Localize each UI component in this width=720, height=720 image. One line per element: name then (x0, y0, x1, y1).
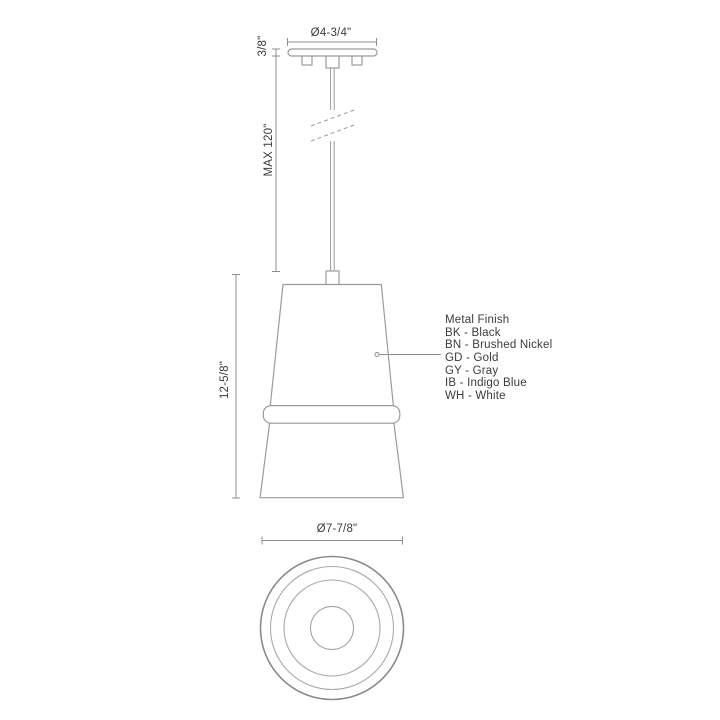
shade-diameter-label: Ø7-7/8" (316, 522, 358, 535)
finish-legend (445, 314, 552, 403)
finish-option-gd: GD - Gold (445, 351, 499, 364)
bottom-band-circle (284, 580, 380, 676)
bottom-view-circles (261, 557, 404, 700)
finish-option-bk: BK - Black (445, 326, 501, 339)
break-symbol (311, 110, 354, 141)
bottom-outer-rim (261, 557, 404, 700)
shade-lower-cone (260, 423, 403, 498)
shade-front-view (260, 285, 403, 498)
shade-band (263, 406, 399, 424)
shade-height-label: 12-5/8" (218, 360, 231, 400)
dimension-shade-height-line (232, 275, 240, 499)
shade-upper-cone (270, 285, 393, 407)
finish-option-ib: IB - Indigo Blue (445, 377, 527, 390)
canopy-front-view (288, 49, 377, 68)
finish-legend-title: Metal Finish (445, 314, 510, 326)
canopy-diameter-label: Ø4-3/4" (310, 27, 352, 39)
finish-option-wh: WH - White (445, 389, 506, 402)
canopy-height-label: 3/8" (257, 35, 269, 57)
dimension-canopy-diameter-line (288, 38, 377, 46)
dimension-shade-diameter-line (262, 537, 403, 545)
bottom-socket-circle (311, 607, 354, 650)
finish-option-gy: GY - Gray (445, 364, 499, 377)
stem-rod (331, 68, 335, 272)
canopy-plate (288, 49, 377, 56)
max-suspension-label: MAX 120" (263, 123, 275, 177)
finish-option-bn: BN - Brushed Nickel (445, 339, 553, 352)
bottom-inner-rim (271, 567, 394, 690)
